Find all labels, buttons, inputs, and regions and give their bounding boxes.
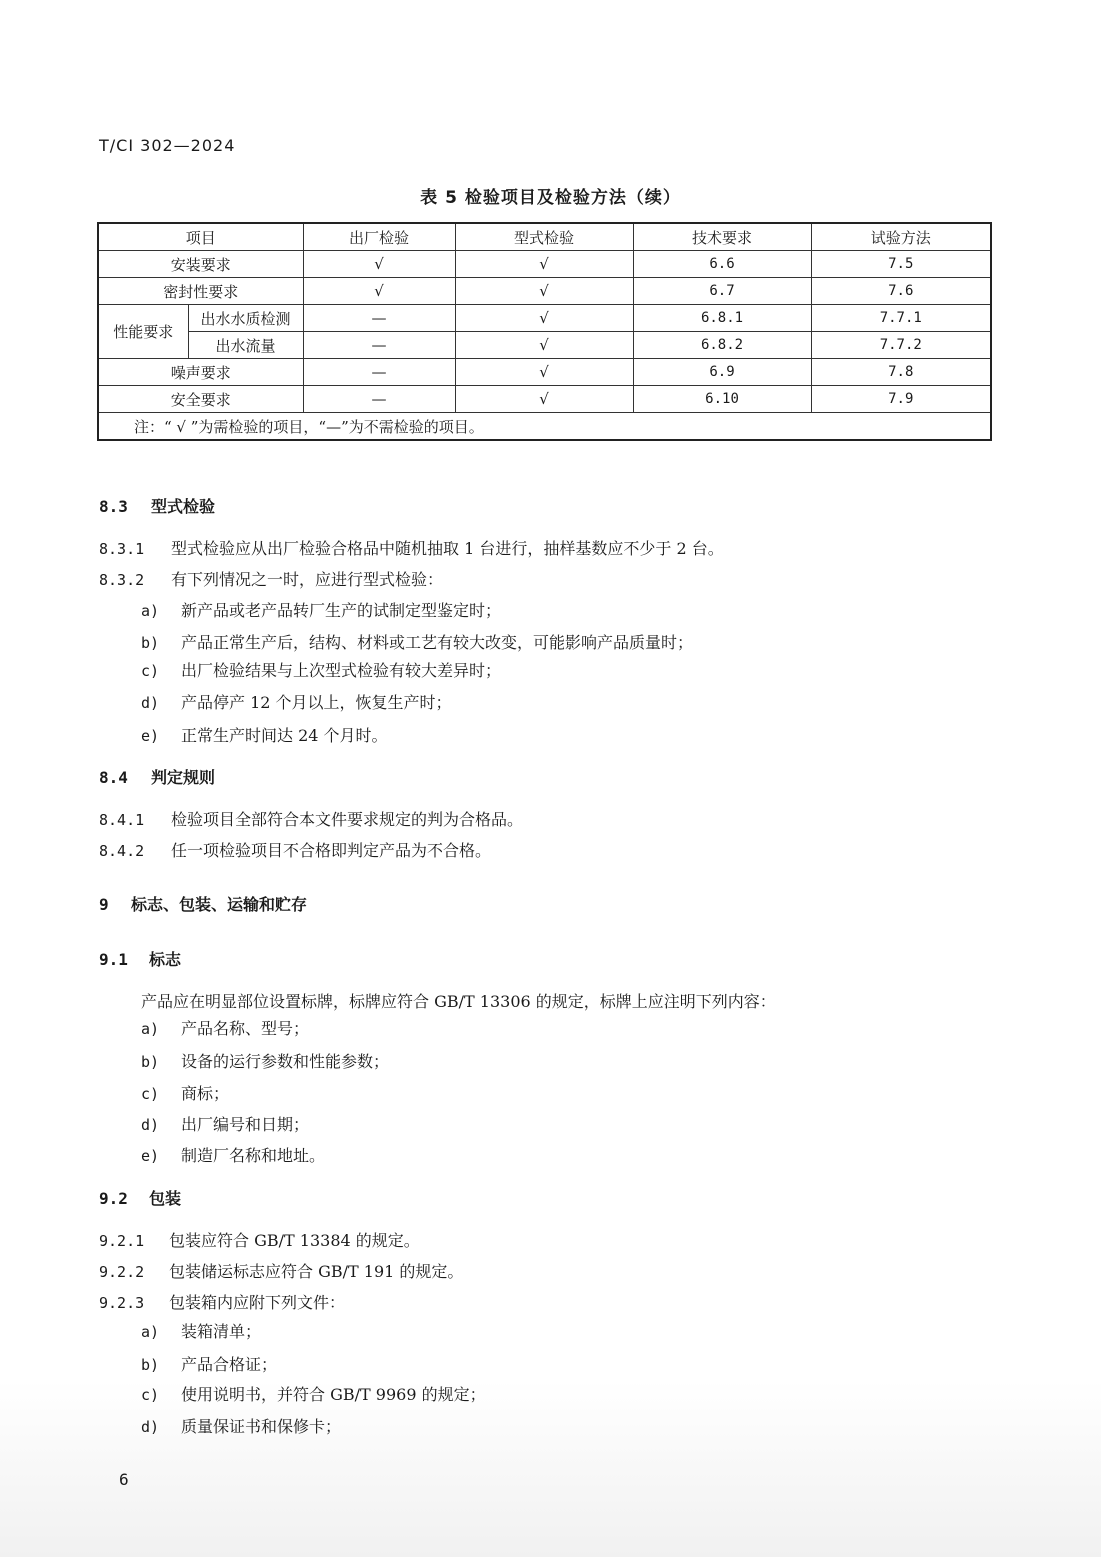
factory-cell: —: [303, 332, 455, 359]
table-row: [98, 278, 991, 305]
standard-code: T/CI 302—2024: [99, 136, 236, 155]
clause-8-4-1: 8.4.1 检验项目全部符合本文件要求规定的判为合格品。: [99, 810, 524, 829]
table-row: [98, 386, 991, 413]
list-item: d) 产品停产 12 个月以上，恢复生产时；: [141, 693, 452, 712]
list-item: d) 质量保证书和保修卡；: [141, 1417, 342, 1436]
section-heading-9: 9 标志、包装、运输和贮存: [99, 895, 308, 914]
method-cell: 7.7.1: [811, 305, 991, 332]
table-title: 表 5 检验项目及检验方法（续）: [420, 188, 681, 208]
method-cell: 7.7.2: [811, 332, 991, 359]
requirement-cell: 6.8.2: [633, 332, 811, 359]
clause-9-2-3: 9.2.3 包装箱内应附下列文件：: [99, 1293, 346, 1312]
type-cell: √: [455, 251, 633, 278]
column-header: 出厂检验: [303, 223, 455, 251]
section-heading-9-1: 9.1 标志: [99, 950, 182, 969]
list-item: a) 产品名称、型号；: [141, 1019, 310, 1038]
item-cell: 安全要求: [98, 386, 303, 413]
method-cell: 7.6: [811, 278, 991, 305]
factory-cell: —: [303, 386, 455, 413]
type-cell: √: [455, 332, 633, 359]
clause-9-2-2: 9.2.2 包装储运标志应符合 GB/T 191 的规定。: [99, 1262, 464, 1281]
item-cell: 出水水质检测: [188, 305, 303, 332]
paragraph: 产品应在明显部位设置标牌，标牌应符合 GB/T 13306 的规定，标牌上应注明下列内容：: [141, 992, 776, 1011]
column-header: 型式检验: [455, 223, 633, 251]
clause-8-4-2: 8.4.2 任一项检验项目不合格即判定产品为不合格。: [99, 841, 492, 860]
group-cell: 性能要求: [98, 305, 188, 359]
type-cell: √: [455, 359, 633, 386]
table-row: [98, 359, 991, 386]
table-row: [98, 305, 991, 332]
table-note: 注：“ √ ”为需检验的项目，“—”为不需检验的项目。: [98, 413, 991, 441]
section-heading-8-3: 8.3 型式检验: [99, 497, 216, 516]
list-item: e) 制造厂名称和地址。: [141, 1146, 326, 1165]
list-item: a) 新产品或老产品转厂生产的试制定型鉴定时；: [141, 601, 502, 620]
list-item: c) 商标；: [141, 1084, 230, 1103]
list-item: b) 产品正常生产后，结构、材料或工艺有较大改变，可能影响产品质量时；: [141, 633, 694, 652]
list-item: c) 出厂检验结果与上次型式检验有较大差异时；: [141, 661, 502, 680]
section-heading-9-2: 9.2 包装: [99, 1189, 182, 1208]
item-cell: 安装要求: [98, 251, 303, 278]
column-header: 项目: [98, 223, 303, 251]
factory-cell: √: [303, 251, 455, 278]
list-item: e) 正常生产时间达 24 个月时。: [141, 726, 388, 745]
list-item: a) 装箱清单；: [141, 1322, 262, 1341]
clause-9-2-1: 9.2.1 包装应符合 GB/T 13384 的规定。: [99, 1231, 420, 1250]
table-row: [98, 332, 991, 359]
list-item: b) 设备的运行参数和性能参数；: [141, 1052, 390, 1071]
type-cell: √: [455, 278, 633, 305]
clause-8-3-1: 8.3.1 型式检验应从出厂检验合格品中随机抽取 1 台进行，抽样基数应不少于 2 台。: [99, 539, 724, 558]
requirement-cell: 6.7: [633, 278, 811, 305]
method-cell: 7.5: [811, 251, 991, 278]
list-item: b) 产品合格证；: [141, 1355, 278, 1374]
requirement-cell: 6.8.1: [633, 305, 811, 332]
method-cell: 7.8: [811, 359, 991, 386]
type-cell: √: [455, 305, 633, 332]
section-heading-8-4: 8.4 判定规则: [99, 768, 216, 787]
item-cell: 密封性要求: [98, 278, 303, 305]
table-note-row: [98, 413, 991, 441]
column-header: 试验方法: [811, 223, 991, 251]
requirement-cell: 6.9: [633, 359, 811, 386]
requirement-cell: 6.6: [633, 251, 811, 278]
clause-8-3-2: 8.3.2 有下列情况之一时，应进行型式检验：: [99, 570, 444, 589]
item-cell: 噪声要求: [98, 359, 303, 386]
factory-cell: —: [303, 305, 455, 332]
table-row: [98, 251, 991, 278]
page-number: 6: [119, 1470, 129, 1489]
method-cell: 7.9: [811, 386, 991, 413]
table-header-row: [98, 223, 991, 251]
factory-cell: √: [303, 278, 455, 305]
list-item: c) 使用说明书，并符合 GB/T 9969 的规定；: [141, 1385, 486, 1404]
inspection-table: [97, 222, 992, 441]
column-header: 技术要求: [633, 223, 811, 251]
requirement-cell: 6.10: [633, 386, 811, 413]
type-cell: √: [455, 386, 633, 413]
item-cell: 出水流量: [188, 332, 303, 359]
list-item: d) 出厂编号和日期；: [141, 1115, 310, 1134]
factory-cell: —: [303, 359, 455, 386]
